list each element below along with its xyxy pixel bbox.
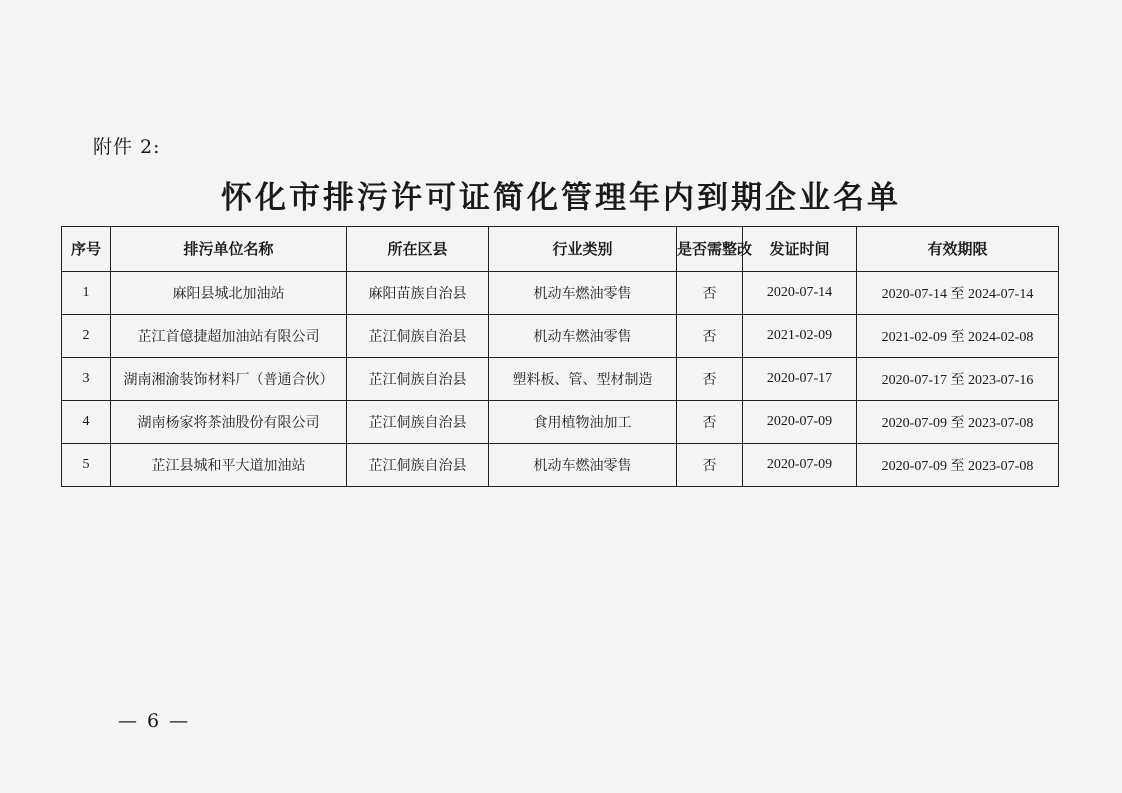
cell-seq: 1 [62,272,111,315]
cell-unit-name: 麻阳县城北加油站 [111,272,347,315]
cell-district: 芷江侗族自治县 [347,315,489,358]
cell-rectify: 否 [677,358,743,401]
cell-district: 芷江侗族自治县 [347,401,489,444]
cell-validity: 2020-07-14 至 2024-07-14 [857,272,1059,315]
cell-rectify: 否 [677,444,743,487]
cell-rectify: 否 [677,272,743,315]
cell-industry: 机动车燃油零售 [489,272,677,315]
cell-seq: 3 [62,358,111,401]
cell-district: 麻阳苗族自治县 [347,272,489,315]
cell-validity: 2021-02-09 至 2024-02-08 [857,315,1059,358]
table-header-row [62,227,1059,272]
cell-validity: 2020-07-09 至 2023-07-08 [857,401,1059,444]
table-row [62,315,1059,358]
cell-district: 芷江侗族自治县 [347,358,489,401]
cell-industry: 机动车燃油零售 [489,444,677,487]
header-cell-validity: 有效期限 [857,227,1059,272]
cell-district: 芷江侗族自治县 [347,444,489,487]
cell-rectify: 否 [677,401,743,444]
header-cell-industry: 行业类别 [489,227,677,272]
header-cell-unit-name: 排污单位名称 [111,227,347,272]
cell-seq: 2 [62,315,111,358]
cell-unit-name: 芷江县城和平大道加油站 [111,444,347,487]
cell-issue-date: 2020-07-09 [743,444,857,487]
document-title: 怀化市排污许可证简化管理年内到期企业名单 [221,180,901,216]
cell-seq: 5 [62,444,111,487]
cell-issue-date: 2020-07-17 [743,358,857,401]
cell-unit-name: 湖南杨家将茶油股份有限公司 [111,401,347,444]
cell-issue-date: 2020-07-09 [743,401,857,444]
cell-industry: 机动车燃油零售 [489,315,677,358]
cell-industry: 食用植物油加工 [489,401,677,444]
cell-seq: 4 [62,401,111,444]
table-row [62,272,1059,315]
cell-industry: 塑料板、管、型材制造 [489,358,677,401]
cell-unit-name: 芷江首億捷超加油站有限公司 [111,315,347,358]
header-cell-rectify: 是否需整改 [677,227,743,272]
cell-issue-date: 2020-07-14 [743,272,857,315]
table-row [62,358,1059,401]
header-cell-district: 所在区县 [347,227,489,272]
table-row [62,401,1059,444]
table-row [62,444,1059,487]
header-cell-issue-date: 发证时间 [743,227,857,272]
cell-unit-name: 湖南湘渝装饰材料厂（普通合伙） [111,358,347,401]
page-number: — 6 — [118,710,191,732]
cell-issue-date: 2021-02-09 [743,315,857,358]
enterprise-table [61,226,1059,487]
cell-rectify: 否 [677,315,743,358]
attachment-label: 附件 2: [93,136,161,158]
cell-validity: 2020-07-17 至 2023-07-16 [857,358,1059,401]
header-cell-seq: 序号 [62,227,111,272]
cell-validity: 2020-07-09 至 2023-07-08 [857,444,1059,487]
